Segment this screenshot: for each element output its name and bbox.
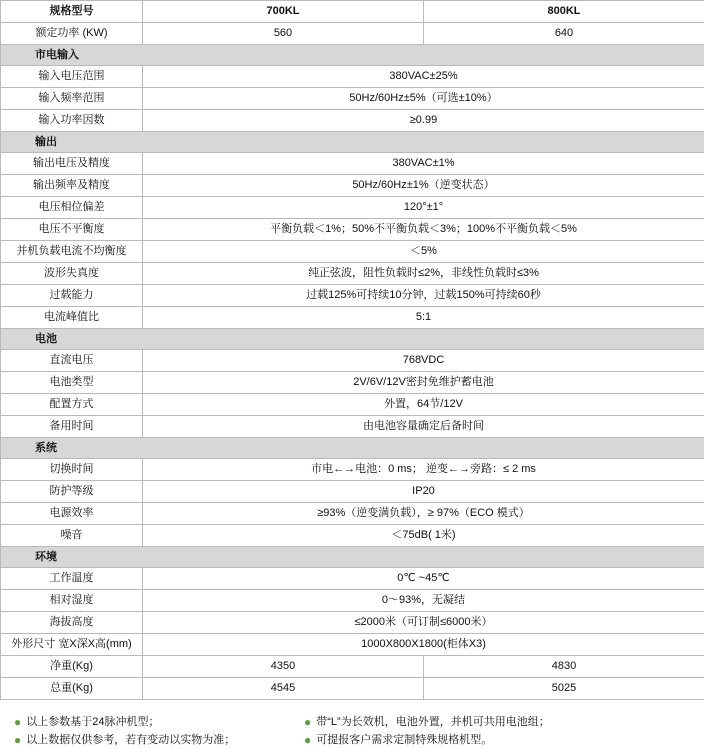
row-value: 市电←→电池：0 ms； 逆变←→旁路：≤ 2 ms [143,459,704,481]
table-section-row [1,45,704,66]
table-row [1,241,704,263]
row-value: ＜5% [143,241,704,263]
table-header-row [1,1,704,23]
header-model-a: 700KL [143,1,424,23]
row-value: 1000X800X1800(柜体X3) [143,634,704,656]
row-label: 备用时间 [1,416,143,438]
header-label: 规格型号 [1,1,143,23]
table-row [1,416,704,438]
row-label: 海拔高度 [1,612,143,634]
row-label: 额定功率 (KW) [1,23,143,45]
table-row [1,66,704,88]
table-row [1,503,704,525]
row-label: 输入电压范围 [1,66,143,88]
row-value: 380VAC±25% [143,66,704,88]
section-title: 系统 [1,438,704,459]
row-label: 直流电压 [1,350,143,372]
row-label: 外形尺寸 宽X深X高(mm) [1,634,143,656]
row-value-model-b: 640 [424,23,704,45]
table-row [1,634,704,656]
header-model-b: 800KL [424,1,704,23]
row-value: 纯正弦波，阻性负载时≤2%，非线性负载时≤3% [143,263,704,285]
note-text: 以上数据仅供参考，若有变动以实物为准； [26,731,235,749]
table-section-row [1,132,704,153]
row-label: 净重(Kg) [1,656,143,678]
table-row [1,481,704,503]
row-value: 0～93%，无凝结 [143,590,704,612]
table-section-row [1,329,704,350]
table-row [1,678,704,700]
row-label: 电压不平衡度 [1,219,143,241]
row-label: 并机负载电流不均衡度 [1,241,143,263]
row-label: 相对湿度 [1,590,143,612]
row-value: 由电池容量确定后备时间 [143,416,704,438]
table-row [1,175,704,197]
note-item [14,731,300,749]
table-row [1,219,704,241]
section-title: 电池 [1,329,704,350]
table-row [1,350,704,372]
row-value: 50Hz/60Hz±1%（逆变状态） [143,175,704,197]
row-label: 波形失真度 [1,263,143,285]
row-label: 输入频率范围 [1,88,143,110]
table-row [1,197,704,219]
bullet-icon: ● [14,731,21,749]
note-item [14,713,300,731]
row-value: 过载125%可持续10分钟，过载150%可持续60秒 [143,285,704,307]
row-label: 过载能力 [1,285,143,307]
row-value-model-b: 5025 [424,678,704,700]
row-value: 380VAC±1% [143,153,704,175]
table-row [1,459,704,481]
section-title: 环境 [1,547,704,568]
row-value: ≥0.99 [143,110,704,132]
table-row [1,88,704,110]
table-row [1,656,704,678]
note-item [304,731,704,749]
table-section-row [1,547,704,568]
table-row [1,590,704,612]
row-label: 防护等级 [1,481,143,503]
table-row [1,110,704,132]
note-text: 带“L”为长效机，电池外置，并机可共用电池组； [316,713,549,731]
row-label: 总重(Kg) [1,678,143,700]
row-label: 输入功率因数 [1,110,143,132]
section-title: 输出 [1,132,704,153]
row-label: 电池类型 [1,372,143,394]
table-row [1,394,704,416]
row-label: 输出电压及精度 [1,153,143,175]
row-value-model-a: 4350 [143,656,424,678]
table-body [1,1,704,700]
row-label: 噪音 [1,525,143,547]
row-value-model-a: 560 [143,23,424,45]
note-text: 可提报客户需求定制特殊规格机型。 [316,731,492,749]
row-label: 电流峰值比 [1,307,143,329]
row-label: 电压相位偏差 [1,197,143,219]
row-value: ≤2000米（可订制≤6000米） [143,612,704,634]
row-value: 2V/6V/12V密封免维护蓄电池 [143,372,704,394]
table-row [1,23,704,45]
row-value: ≥93%（逆变满负载），≥ 97%（ECO 模式） [143,503,704,525]
row-value: 外置，64节/12V [143,394,704,416]
row-label: 电源效率 [1,503,143,525]
row-value: 120°±1° [143,197,704,219]
bullet-icon: ● [304,731,311,749]
table-row [1,525,704,547]
notes-right-column [300,713,704,749]
table-row [1,307,704,329]
table-row [1,285,704,307]
row-value-model-b: 4830 [424,656,704,678]
notes-left-column [0,713,300,749]
table-section-row [1,438,704,459]
row-label: 切换时间 [1,459,143,481]
table-row [1,612,704,634]
note-item [304,713,704,731]
row-label: 配置方式 [1,394,143,416]
section-title: 市电输入 [1,45,704,66]
row-value: ＜75dB( 1米) [143,525,704,547]
row-label: 工作温度 [1,568,143,590]
bullet-icon: ● [14,713,21,731]
bullet-icon: ● [304,713,311,731]
note-text: 以上参数基于24脉冲机型； [26,713,159,731]
row-value: 768VDC [143,350,704,372]
row-label: 输出频率及精度 [1,175,143,197]
table-row [1,263,704,285]
row-value: 5:1 [143,307,704,329]
table-row [1,372,704,394]
row-value: IP20 [143,481,704,503]
row-value: 50Hz/60Hz±5%（可选±10%） [143,88,704,110]
notes-section [0,709,704,749]
row-value: 0℃ ~45℃ [143,568,704,590]
row-value-model-a: 4545 [143,678,424,700]
table-row [1,153,704,175]
table-row [1,568,704,590]
row-value: 平衡负载＜1%；50%不平衡负载＜3%；100%不平衡负载＜5% [143,219,704,241]
